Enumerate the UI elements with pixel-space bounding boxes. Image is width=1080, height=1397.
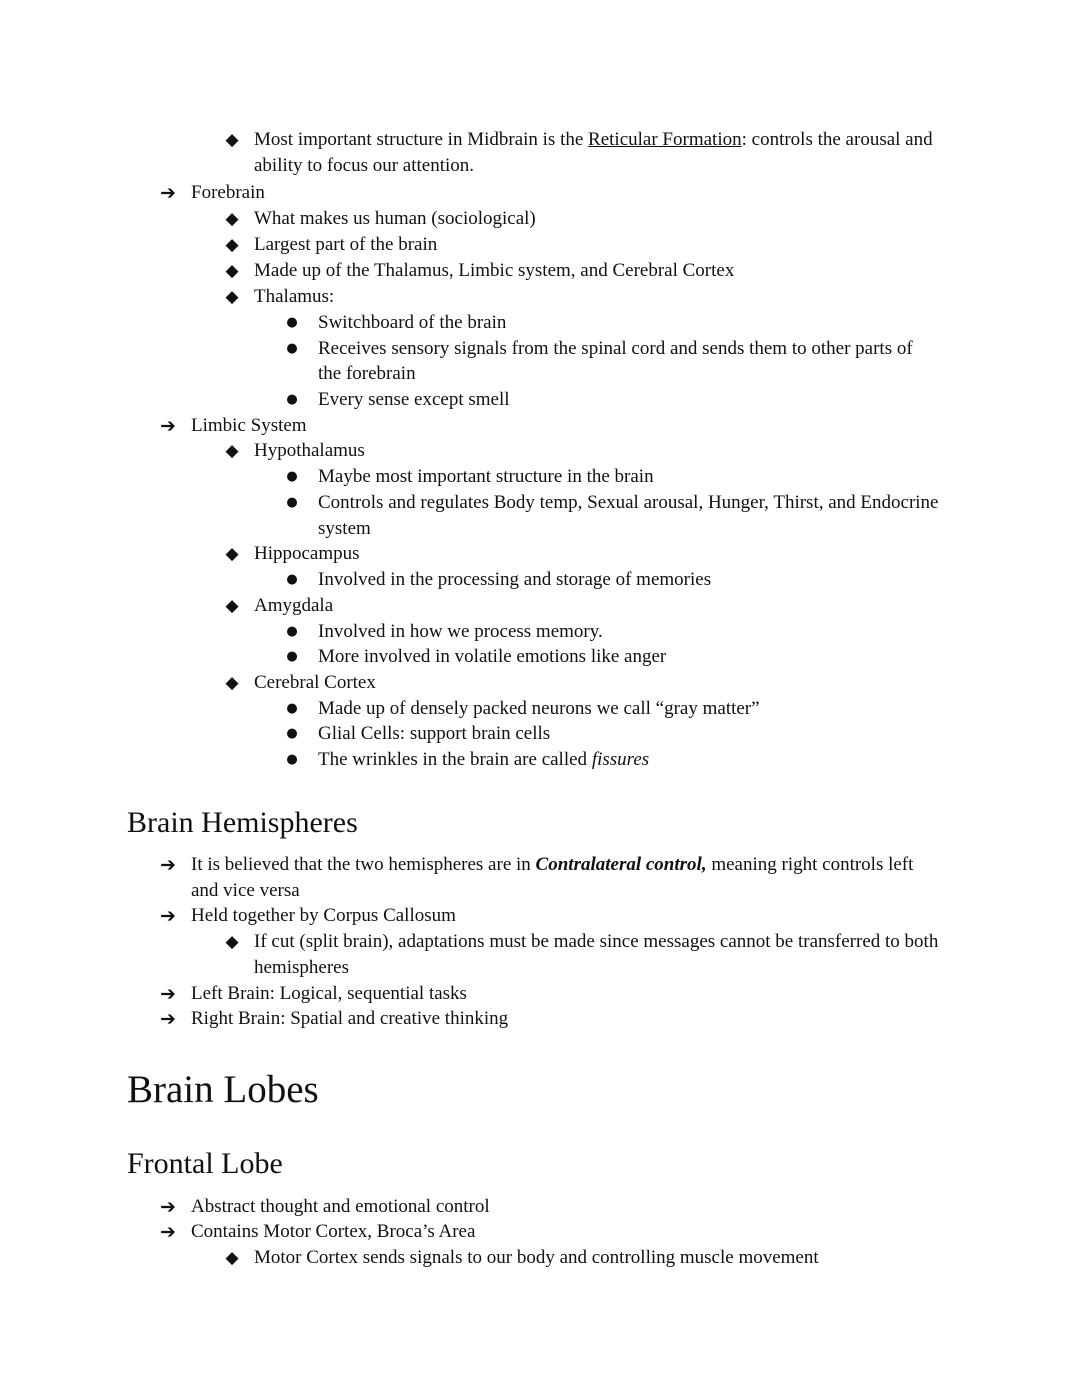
heading-brain-hemispheres: Brain Hemispheres <box>127 806 358 839</box>
list-item: Maybe most important structure in the brain <box>318 466 654 487</box>
list-item <box>191 852 913 878</box>
list-item: Left Brain: Logical, sequential tasks <box>191 983 467 1004</box>
list-item: Involved in how we process memory. <box>318 621 603 642</box>
list-item: Made up of the Thalamus, Limbic system, and Cerebral Cortex <box>254 260 735 281</box>
list-item-hippocampus: Hippocampus <box>254 543 360 564</box>
list-item: Contains Motor Cortex, Broca’s Area <box>191 1221 476 1242</box>
arrow-bullet-icon: ➔ <box>160 1221 176 1243</box>
diamond-bullet-icon: ◆ <box>225 209 239 229</box>
dot-bullet-icon: ● <box>286 315 298 330</box>
dot-bullet-icon: ● <box>286 469 298 484</box>
diamond-bullet-icon: ◆ <box>225 673 239 693</box>
diamond-bullet-icon: ◆ <box>225 287 239 307</box>
diamond-bullet-icon: ◆ <box>225 932 239 952</box>
list-item-forebrain: Forebrain <box>191 182 265 203</box>
list-item: Made up of densely packed neurons we call “gray matter” <box>318 698 760 719</box>
arrow-bullet-icon: ➔ <box>160 1196 176 1218</box>
list-item: Every sense except smell <box>318 389 510 410</box>
heading-frontal-lobe: Frontal Lobe <box>127 1147 283 1180</box>
dot-bullet-icon: ● <box>286 726 298 741</box>
list-item: Held together by Corpus Callosum <box>191 905 456 926</box>
list-item-continuation: the forebrain <box>318 363 416 384</box>
dot-bullet-icon: ● <box>286 649 298 664</box>
fissures-term: fissures <box>591 749 650 770</box>
list-item-limbic-system: Limbic System <box>191 415 307 436</box>
list-item: Right Brain: Spatial and creative thinking <box>191 1008 509 1029</box>
dot-bullet-icon: ● <box>286 624 298 639</box>
list-item-amygdala: Amygdala <box>254 595 334 616</box>
arrow-bullet-icon: ➔ <box>160 415 176 437</box>
diamond-bullet-icon: ◆ <box>225 1248 239 1268</box>
arrow-bullet-icon: ➔ <box>160 905 176 927</box>
diamond-bullet-icon: ◆ <box>225 441 239 461</box>
list-item-continuation: hemispheres <box>254 957 349 978</box>
text: : controls the arousal and <box>741 129 933 150</box>
reticular-formation-link: Reticular Formation <box>588 129 742 150</box>
list-item: Involved in the processing and storage of memories <box>318 569 712 590</box>
heading-brain-lobes: Brain Lobes <box>127 1068 319 1111</box>
list-item: Controls and regulates Body temp, Sexual arousal, Hunger, Thirst, and Endocrine <box>318 492 939 513</box>
diamond-bullet-icon: ◆ <box>225 130 239 150</box>
list-item: Glial Cells: support brain cells <box>318 723 551 744</box>
text: It is believed that the two hemispheres are in <box>191 854 536 875</box>
list-item <box>318 747 649 773</box>
list-item: Motor Cortex sends signals to our body and controlling muscle movement <box>254 1247 819 1268</box>
list-item-cerebral-cortex: Cerebral Cortex <box>254 672 376 693</box>
diamond-bullet-icon: ◆ <box>225 596 239 616</box>
arrow-bullet-icon: ➔ <box>160 1008 176 1030</box>
dot-bullet-icon: ● <box>286 752 298 767</box>
diamond-bullet-icon: ◆ <box>225 544 239 564</box>
text: meaning right controls left <box>706 854 914 875</box>
arrow-bullet-icon: ➔ <box>160 854 176 876</box>
list-item-continuation: ability to focus our attention. <box>254 155 475 176</box>
arrow-bullet-icon: ➔ <box>160 182 176 204</box>
list-item: More involved in volatile emotions like anger <box>318 646 667 667</box>
text: Most important structure in Midbrain is the <box>254 129 589 150</box>
list-item: Receives sensory signals from the spinal cord and sends them to other parts of <box>318 338 913 359</box>
dot-bullet-icon: ● <box>286 572 298 587</box>
arrow-bullet-icon: ➔ <box>160 983 176 1005</box>
list-item: Largest part of the brain <box>254 234 438 255</box>
diamond-bullet-icon: ◆ <box>225 261 239 281</box>
dot-bullet-icon: ● <box>286 341 298 356</box>
list-item: If cut (split brain), adaptations must be made since messages cannot be transferred to both <box>254 931 939 952</box>
dot-bullet-icon: ● <box>286 495 298 510</box>
diamond-bullet-icon: ◆ <box>225 235 239 255</box>
dot-bullet-icon: ● <box>286 392 298 407</box>
list-item: Switchboard of the brain <box>318 312 507 333</box>
list-item-thalamus: Thalamus: <box>254 286 335 307</box>
list-item <box>254 127 933 153</box>
contralateral-control-term: Contralateral control, <box>535 854 707 875</box>
list-item: Abstract thought and emotional control <box>191 1196 490 1217</box>
text: The wrinkles in the brain are called <box>318 749 592 770</box>
dot-bullet-icon: ● <box>286 701 298 716</box>
list-item-continuation: and vice versa <box>191 880 300 901</box>
list-item-hypothalamus: Hypothalamus <box>254 440 365 461</box>
list-item-continuation: system <box>318 518 371 539</box>
list-item: What makes us human (sociological) <box>254 208 536 229</box>
